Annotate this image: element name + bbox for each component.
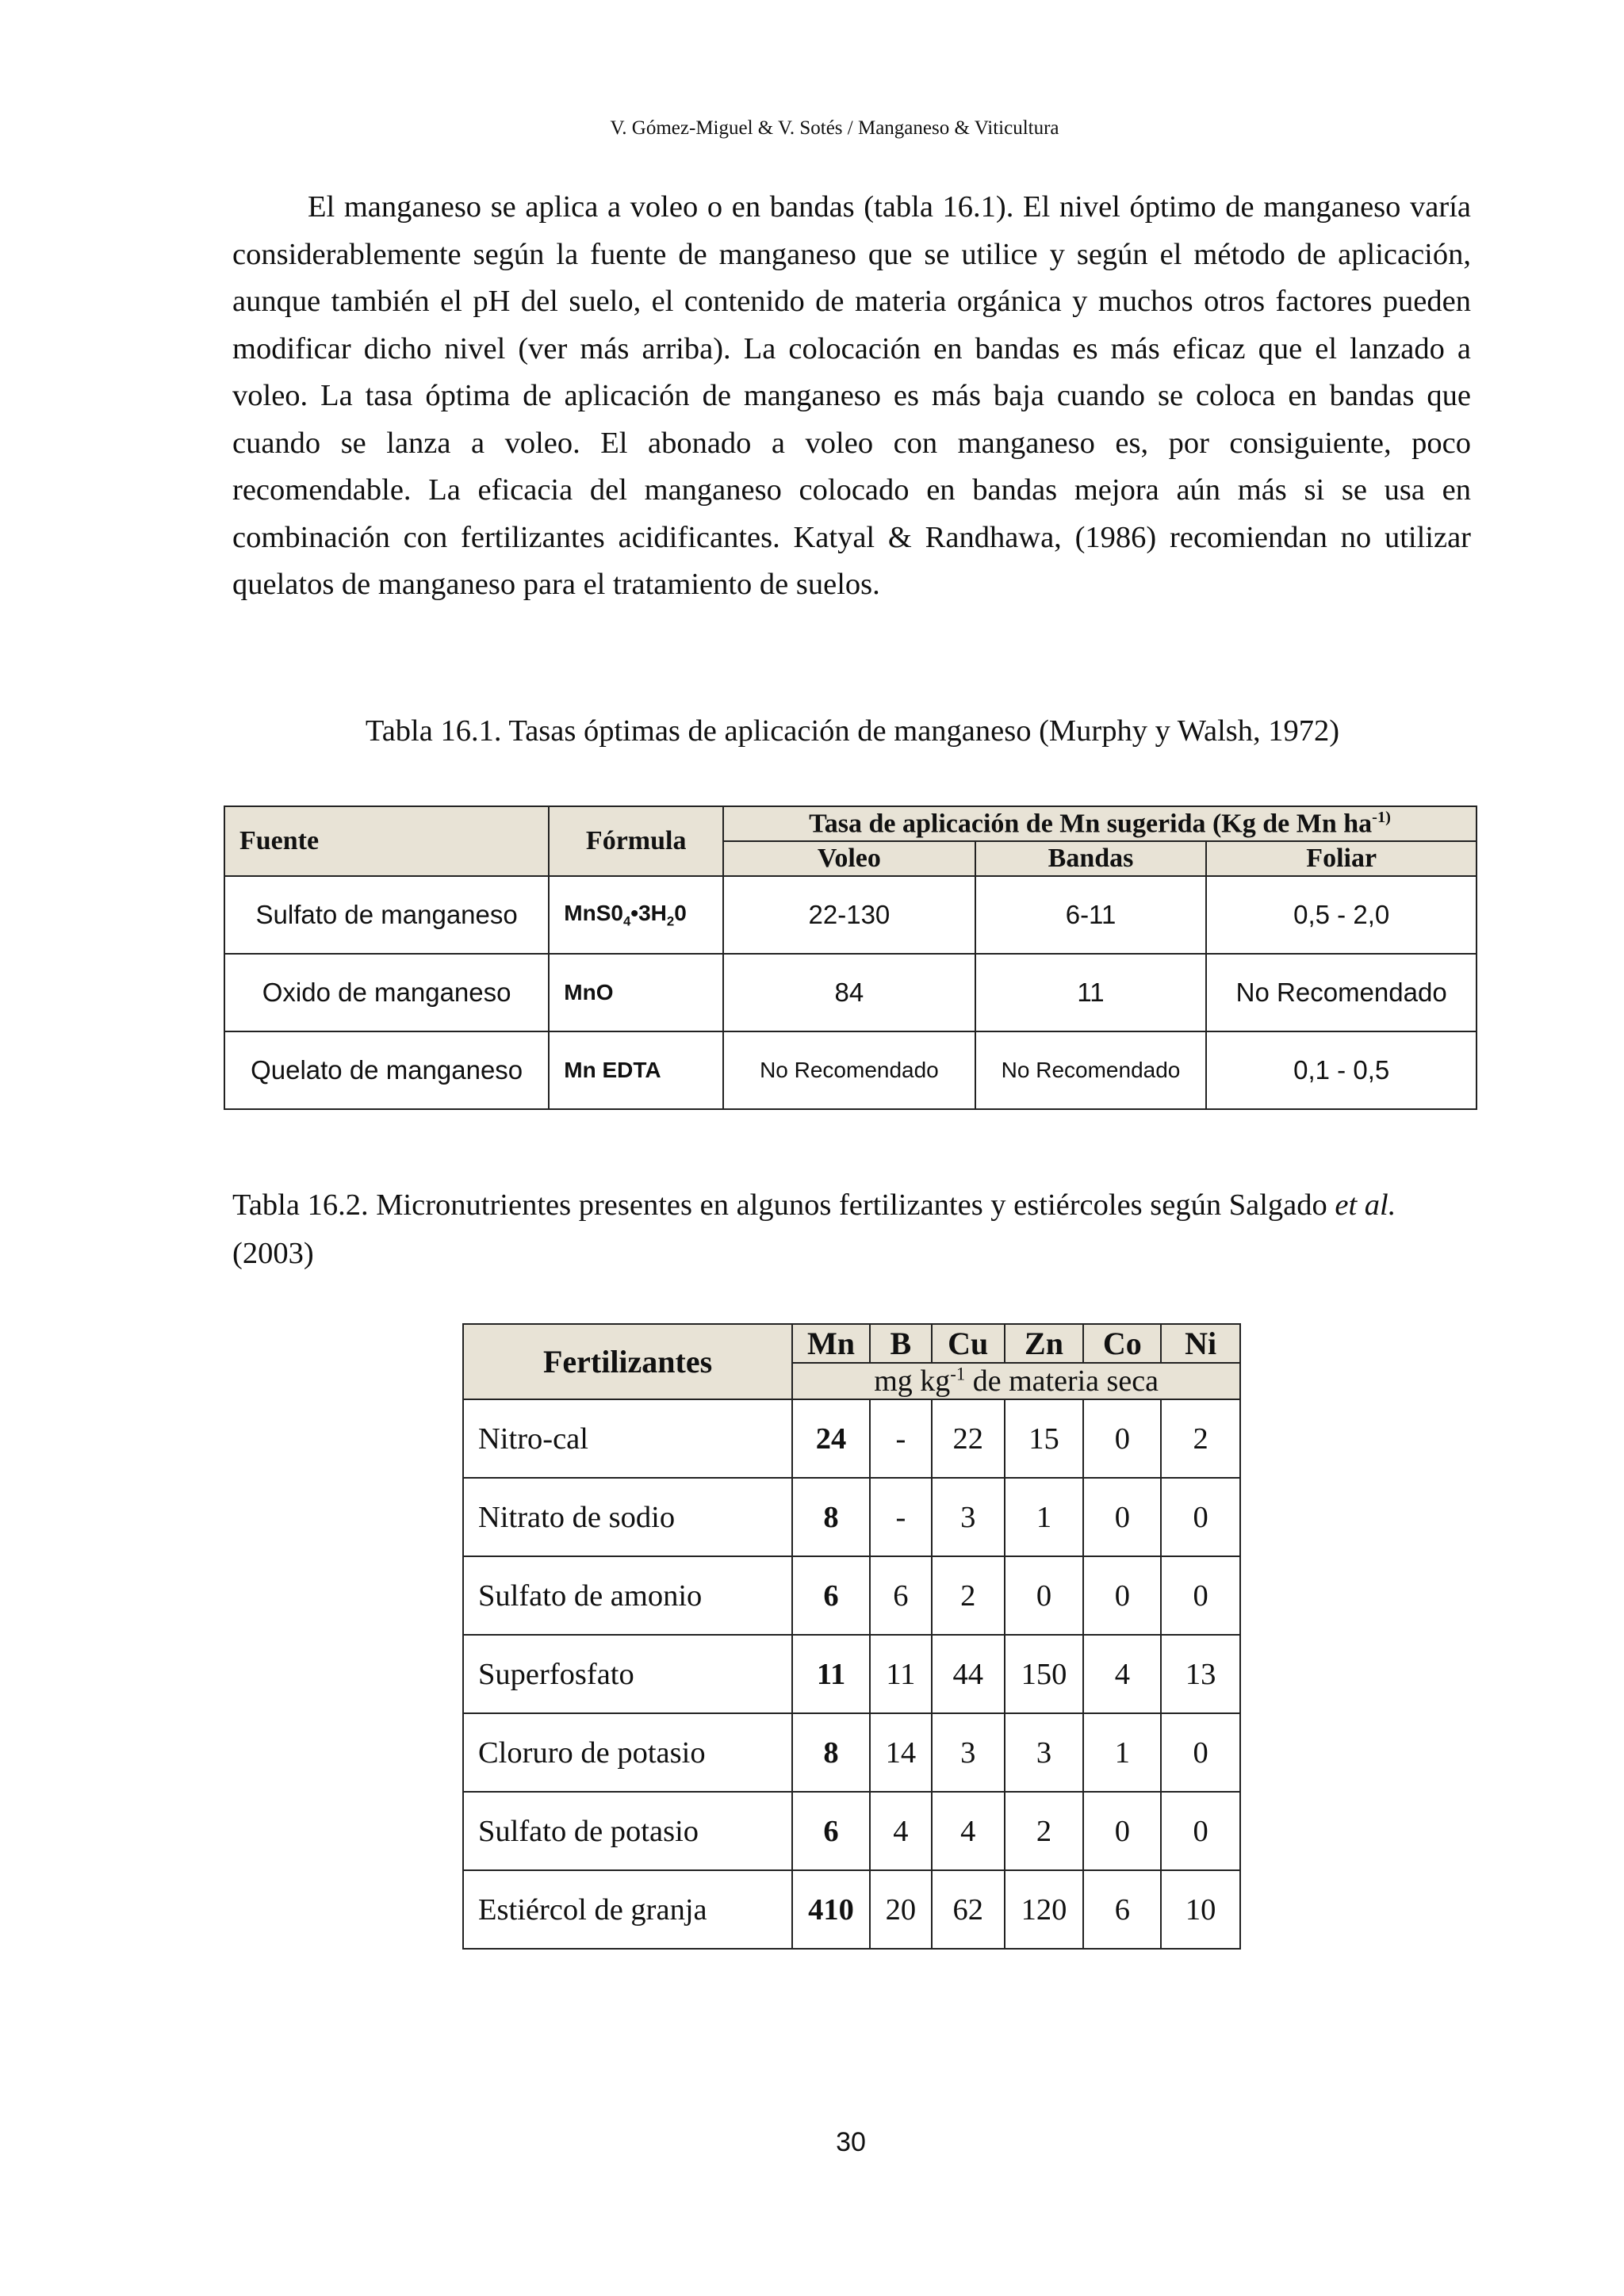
cell-mn: 6: [792, 1792, 870, 1870]
header-tasa: [723, 806, 1477, 841]
cell-b: -: [870, 1478, 932, 1556]
cell-voleo: 22-130: [723, 876, 975, 954]
header-formula: Fórmula: [549, 806, 723, 876]
header-foliar: Foliar: [1206, 841, 1477, 876]
cell-fuente: Sulfato de manganeso: [224, 876, 549, 954]
cell-voleo: No Recomendado: [723, 1031, 975, 1109]
table-micronutrients: [462, 1323, 1241, 1950]
cell-co: 0: [1083, 1478, 1161, 1556]
cell-fertilizer-name: Nitrato de sodio: [463, 1478, 792, 1556]
cell-ni: 0: [1161, 1713, 1240, 1792]
intro-paragraph: [232, 184, 1471, 609]
cell-mn: 410: [792, 1870, 870, 1949]
cell-mn: 8: [792, 1478, 870, 1556]
cell-zn: 3: [1005, 1713, 1084, 1792]
cell-b: 4: [870, 1792, 932, 1870]
cell-co: 0: [1083, 1399, 1161, 1478]
cell-mn: 8: [792, 1713, 870, 1792]
header-tasa-sup: -1): [1372, 808, 1391, 826]
cell-foliar: 0,1 - 0,5: [1206, 1031, 1477, 1109]
unit-part: mg kg: [874, 1364, 951, 1398]
cell-cu: 44: [932, 1635, 1005, 1713]
formula-subscript: 2: [666, 913, 675, 929]
header-element: Cu: [932, 1324, 1005, 1363]
cell-b: 14: [870, 1713, 932, 1792]
formula-subscript: 4: [622, 913, 631, 929]
cell-bandas: 11: [975, 954, 1207, 1031]
cell-co: 4: [1083, 1635, 1161, 1713]
table2-caption-main: Tabla 16.2. Micronutrientes presentes en algunos fertilizantes y estiércoles según Salgado: [232, 1188, 1335, 1222]
intro-text: El manganeso se aplica a voleo o en bandas (tabla 16.1). El nivel óptimo de manganeso varía considerablemente según la fuente de manganeso que se utilice y según el método de aplicación, aunque también el pH del suelo, el contenido de materia orgánica y muchos otros factores pueden modificar dicho nivel (ver más arriba). La colocación en bandas es más eficaz que el lanzado a voleo. La tasa óptima de aplicación de manganeso es más baja cuando se coloca en bandas que cuando se lanza a voleo. El abonado a voleo con manganeso es, por consiguiente, poco recomendable. La eficacia del manganeso colocado en bandas mejora aún más si se usa en combinación con fertilizantes acidificantes. Katyal & Randhawa, (1986) recomiendan no utilizar quelatos de manganeso para el tratamiento de suelos.: [232, 190, 1471, 601]
cell-cu: 62: [932, 1870, 1005, 1949]
cell-zn: 0: [1005, 1556, 1084, 1635]
cell-cu: 4: [932, 1792, 1005, 1870]
table-row: [224, 954, 1477, 1031]
table-row: [463, 1792, 1240, 1870]
cell-fuente: Quelato de manganeso: [224, 1031, 549, 1109]
table-row: [463, 1635, 1240, 1713]
table-row: [463, 1870, 1240, 1949]
table-application-rates: [224, 806, 1477, 1110]
formula-part: 0: [674, 900, 687, 925]
cell-ni: 0: [1161, 1556, 1240, 1635]
cell-fertilizer-name: Sulfato de potasio: [463, 1792, 792, 1870]
cell-fertilizer-name: Superfosfato: [463, 1635, 792, 1713]
cell-cu: 2: [932, 1556, 1005, 1635]
cell-fuente: Oxido de manganeso: [224, 954, 549, 1031]
header-fertilizantes: Fertilizantes: [463, 1324, 792, 1399]
cell-mn: 11: [792, 1635, 870, 1713]
cell-fertilizer-name: Cloruro de potasio: [463, 1713, 792, 1792]
table2-caption: [232, 1181, 1471, 1278]
cell-ni: 0: [1161, 1478, 1240, 1556]
cell-voleo: 84: [723, 954, 975, 1031]
cell-cu: 22: [932, 1399, 1005, 1478]
table1-caption: Tabla 16.1. Tasas óptimas de aplicación de manganeso (Murphy y Walsh, 1972): [365, 714, 1340, 748]
cell-ni: 0: [1161, 1792, 1240, 1870]
cell-formula: [549, 876, 723, 954]
table2-caption-end: (2003): [232, 1237, 314, 1270]
page-number: 30: [836, 2127, 866, 2157]
table-row: [463, 1713, 1240, 1792]
header-voleo: Voleo: [723, 841, 975, 876]
formula-part: •3H: [630, 900, 667, 925]
cell-ni: 13: [1161, 1635, 1240, 1713]
cell-zn: 150: [1005, 1635, 1084, 1713]
cell-ni: 2: [1161, 1399, 1240, 1478]
cell-foliar: 0,5 - 2,0: [1206, 876, 1477, 954]
cell-co: 0: [1083, 1792, 1161, 1870]
table-row: [224, 876, 1477, 954]
cell-co: 0: [1083, 1556, 1161, 1635]
unit-sup: -1: [950, 1364, 966, 1384]
cell-ni: 10: [1161, 1870, 1240, 1949]
cell-mn: 24: [792, 1399, 870, 1478]
cell-cu: 3: [932, 1713, 1005, 1792]
cell-formula: MnO: [549, 954, 723, 1031]
cell-fertilizer-name: Nitro-cal: [463, 1399, 792, 1478]
header-element: Ni: [1161, 1324, 1240, 1363]
table-row: [463, 1478, 1240, 1556]
cell-zn: 15: [1005, 1399, 1084, 1478]
cell-fertilizer-name: Sulfato de amonio: [463, 1556, 792, 1635]
cell-zn: 120: [1005, 1870, 1084, 1949]
cell-b: -: [870, 1399, 932, 1478]
cell-zn: 2: [1005, 1792, 1084, 1870]
table-row: [224, 1031, 1477, 1109]
cell-fertilizer-name: Estiércol de granja: [463, 1870, 792, 1949]
table-row: [463, 1556, 1240, 1635]
unit-part: de materia seca: [965, 1364, 1159, 1398]
cell-cu: 3: [932, 1478, 1005, 1556]
header-element: Zn: [1005, 1324, 1084, 1363]
header-bandas: Bandas: [975, 841, 1207, 876]
cell-b: 6: [870, 1556, 932, 1635]
cell-b: 20: [870, 1870, 932, 1949]
header-element: Mn: [792, 1324, 870, 1363]
header-fuente: Fuente: [224, 806, 549, 876]
cell-zn: 1: [1005, 1478, 1084, 1556]
header-element: Co: [1083, 1324, 1161, 1363]
table2-caption-italic: et al.: [1335, 1188, 1396, 1222]
header-element: B: [870, 1324, 932, 1363]
cell-foliar: No Recomendado: [1206, 954, 1477, 1031]
header-tasa-text: Tasa de aplicación de Mn sugerida (Kg de Mn ha: [809, 809, 1373, 839]
cell-bandas: No Recomendado: [975, 1031, 1207, 1109]
cell-b: 11: [870, 1635, 932, 1713]
cell-co: 1: [1083, 1713, 1161, 1792]
cell-bandas: 6-11: [975, 876, 1207, 954]
header-unit: [792, 1363, 1240, 1399]
cell-mn: 6: [792, 1556, 870, 1635]
table-row: [463, 1399, 1240, 1478]
formula-part: MnS0: [564, 900, 623, 925]
running-header: V. Gómez-Miguel & V. Sotés / Manganeso & Viticultura: [610, 117, 1059, 139]
cell-co: 6: [1083, 1870, 1161, 1949]
cell-formula: Mn EDTA: [549, 1031, 723, 1109]
